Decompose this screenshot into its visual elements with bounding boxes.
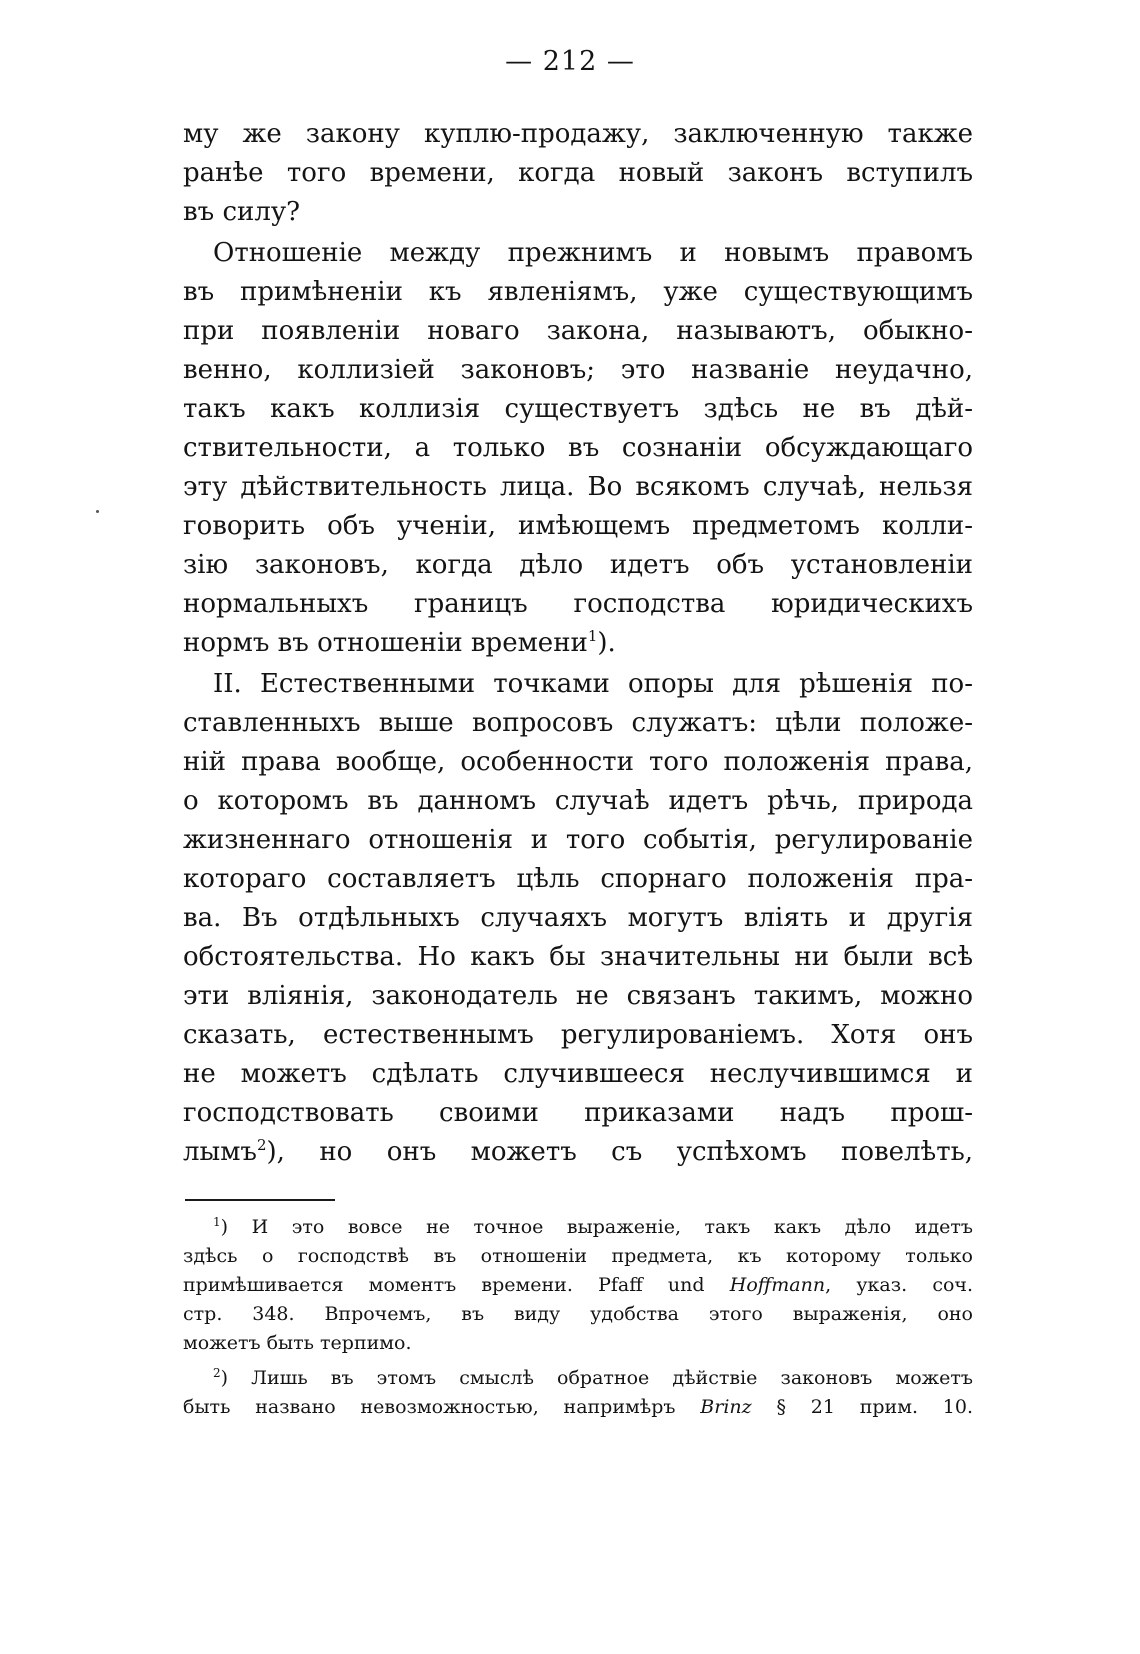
text-line: ствительности, а только въ сознаніи обсуждающаго: [183, 433, 973, 463]
footnote-line: [183, 1213, 973, 1242]
text-line: нормальныхъ границъ господства юридическихъ: [183, 589, 973, 619]
text-line: такъ какъ коллизія существуетъ здѣсь не въ дѣй-: [183, 394, 973, 424]
text-line: о которомъ въ данномъ случаѣ идетъ рѣчь, природа: [183, 786, 973, 816]
text-line: [183, 624, 973, 663]
footnote-line: [183, 1364, 973, 1393]
footnote-ref-1[interactable]: 1: [587, 627, 598, 645]
page-number: — 212 —: [505, 46, 635, 77]
footnote-text: быть названо невозможностью, напримѣръ: [183, 1396, 701, 1418]
text-line: [183, 1133, 973, 1172]
footnote-text: примѣшивается моментъ времени. Pfaff und: [183, 1274, 730, 1296]
text-line: зію законовъ, когда дѣло идетъ объ установленіи: [183, 550, 973, 580]
footnote-ref-2[interactable]: 2: [256, 1136, 267, 1154]
text-line: жизненнаго отношенія и того событія, регулированіе: [183, 825, 973, 855]
text-fragment: ).: [597, 628, 616, 658]
footnote-text: , указ. соч.: [825, 1274, 973, 1296]
text-line: не можетъ сдѣлать случившееся неслучившимся и: [183, 1059, 973, 1089]
footnote-divider: [185, 1199, 335, 1201]
text-line: Отношеніе между прежнимъ и новымъ правомъ: [213, 238, 973, 268]
text-line: въ примѣненіи къ явленіямъ, уже существующимъ: [183, 277, 973, 307]
text-line: при появленіи новаго закона, называютъ, обыкно-: [183, 316, 973, 346]
footnote-text: § 21 прим. 10.: [751, 1396, 974, 1418]
text-line: ва. Въ отдѣльныхъ случаяхъ могутъ влiять и другія: [183, 903, 973, 933]
text-line: въ силу?: [183, 197, 301, 227]
text-line: обстоятельства. Но какъ бы значительны ни были всѣ: [183, 942, 973, 972]
footnote-line: [183, 1393, 973, 1422]
text-fragment: нормъ въ отношеніи времени: [183, 628, 588, 658]
footnote-text: ) И это вовсе не точное выраженіе, такъ какъ дѣло идетъ: [220, 1216, 973, 1238]
main-text: [183, 115, 973, 1172]
text-fragment: ), но онъ можетъ съ успѣхомъ повелѣть,: [266, 1137, 973, 1167]
text-line: господствовать своими приказами надъ прош-: [183, 1098, 973, 1128]
footnote-mark-2: 2: [213, 1366, 221, 1380]
text-line: ставленныхъ выше вопросовъ служатъ: цѣли положе-: [183, 708, 973, 738]
footnotes: [183, 1213, 973, 1422]
text-line: говорить объ ученіи, имѣющемъ предметомъ колли-: [183, 511, 973, 541]
text-line: II. Естественными точками опоры для рѣшенія по-: [213, 669, 973, 699]
footnote-line: можетъ быть терпимо.: [183, 1332, 412, 1354]
text-line: сказать, естественнымъ регулированіемъ. Хотя онъ: [183, 1020, 973, 1050]
scan-speck: [96, 510, 99, 513]
footnote-line: здѣсь о господствѣ въ отношеніи предмета, къ которому только: [183, 1245, 973, 1267]
author-name: Brinz: [700, 1396, 752, 1418]
text-line: эти вліянія, законодатель не связанъ такимъ, можно: [183, 981, 973, 1011]
text-fragment: лымъ: [183, 1137, 257, 1167]
footnote-mark-1: 1: [213, 1215, 221, 1229]
author-name: Hoffmann: [729, 1274, 826, 1296]
footnote-text: ) Лишь въ этомъ смыслѣ обратное дѣйствіе законовъ можетъ: [220, 1367, 973, 1389]
footnote-line: [183, 1271, 973, 1300]
text-line: ранѣе того времени, когда новый законъ вступилъ: [183, 158, 973, 188]
text-line: ній права вообще, особенности того положенія права,: [183, 747, 973, 777]
text-line: му же закону куплю-продажу, заключенную также: [183, 119, 973, 149]
text-line: эту дѣйствительность лица. Во всякомъ случаѣ, нельзя: [183, 472, 973, 502]
footnote-line: стр. 348. Впрочемъ, въ виду удобства этого выраженія, оно: [183, 1303, 973, 1325]
text-line: котораго составляетъ цѣль спорнаго положенія пра-: [183, 864, 973, 894]
text-line: венно, коллизіей законовъ; это названіе неудачно,: [183, 355, 973, 385]
